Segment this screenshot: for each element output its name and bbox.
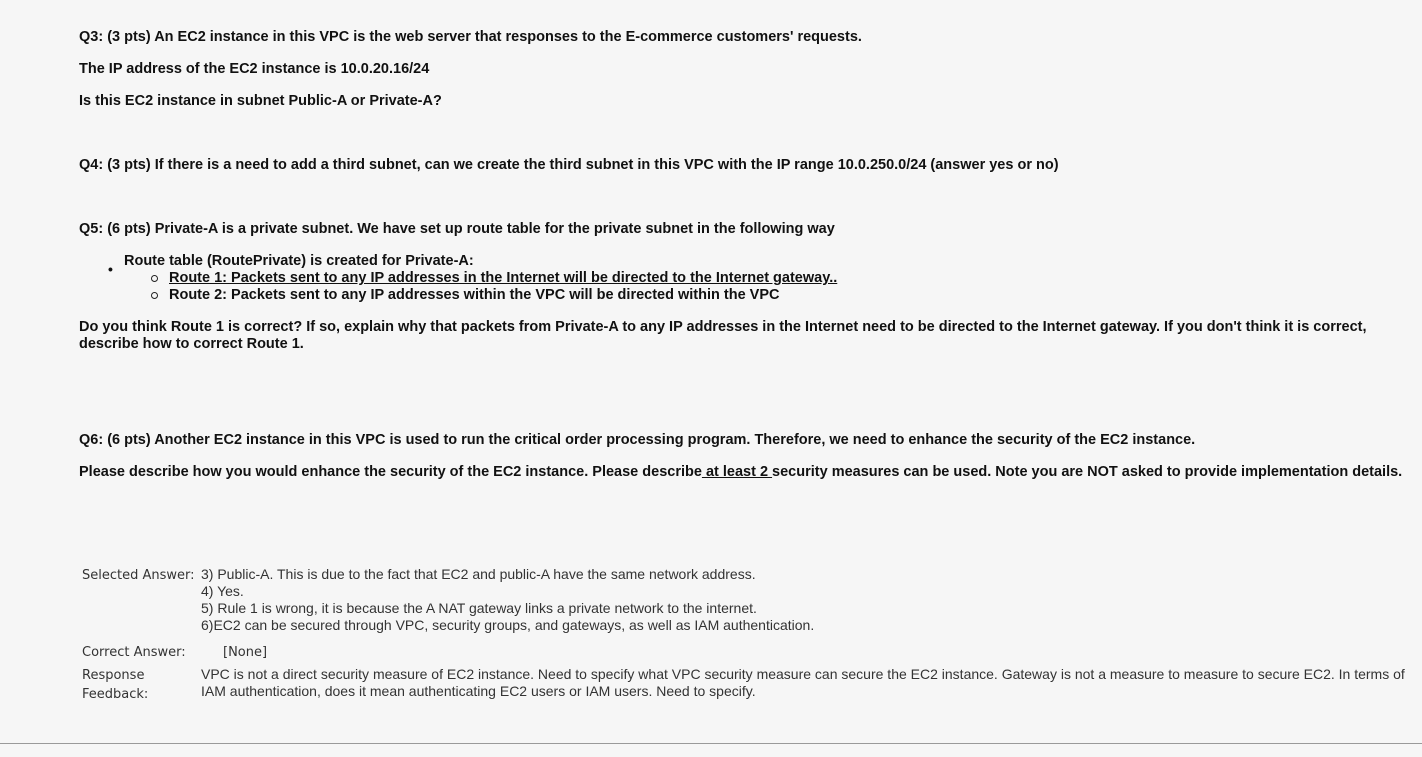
q6-title: Q6: (6 pts) Another EC2 instance in this VPC is used to run the critical order processing program. Therefore, we need to enhance the security of the EC2 instance. [79, 432, 1196, 448]
q6-prompt-text-end: security measures can be used. Note you are NOT asked to provide implementation details. [772, 464, 1403, 480]
q5-bullet-route-table: Route table (RoutePrivate) is created for Private-A: [124, 253, 474, 269]
correct-answer-label: Correct Answer: [82, 645, 186, 660]
q4-title: Q4: (3 pts) If there is a need to add a third subnet, can we create the third subnet in this VPC with the IP range 10.0.250.0/24 (answer yes or no) [79, 157, 1059, 173]
circle-bullet-icon [151, 292, 158, 299]
selected-answer-line: 4) Yes. [201, 583, 244, 599]
q3-title: Q3: (3 pts) An EC2 instance in this VPC is the web server that responses to the E-commerce customers' requests. [79, 29, 862, 45]
selected-answer-line: 3) Public-A. This is due to the fact that EC2 and public-A have the same network address. [201, 566, 756, 582]
q6-prompt [79, 464, 1402, 481]
selected-answer-line: 6)EC2 can be secured through VPC, security groups, and gateways, as well as IAM authentication. [201, 617, 815, 633]
bullet-dot: • [108, 261, 113, 277]
selected-answer-label: Selected Answer: [82, 568, 195, 583]
q6-prompt-text: Please describe how you would enhance the security of the EC2 instance. Please describe [79, 464, 702, 480]
selected-answer-line: 5) Rule 1 is wrong, it is because the A NAT gateway links a private network to the internet. [201, 600, 757, 616]
q5-route1: Route 1: Packets sent to any IP addresses in the Internet will be directed to the Internet gateway.. [169, 270, 838, 286]
circle-bullet-icon [151, 275, 158, 282]
q3-question: Is this EC2 instance in subnet Public-A or Private-A? [79, 93, 442, 109]
response-feedback-text: VPC is not a direct security measure of EC2 instance. Need to specify what VPC security measure can secure the EC2 instance. Gateway is not a measure to measure to secure EC2. In terms of IAM authentication, does it mean authenticating EC2 users or IAM users. Need to specify. [201, 666, 1405, 699]
q5-question: Do you think Route 1 is correct? If so, explain why that packets from Private-A to any IP addresses in the Internet need to be directed to the Internet gateway. If you don't think it is correct, describe how to correct Route 1. [79, 319, 1367, 352]
q5-title: Q5: (6 pts) Private-A is a private subnet. We have set up route table for the private subnet in the following way [79, 221, 835, 237]
response-feedback-label: Response Feedback: [82, 668, 149, 702]
q3-ip-line: The IP address of the EC2 instance is 10.0.20.16/24 [79, 61, 430, 77]
q5-route2: Route 2: Packets sent to any IP addresses within the VPC will be directed within the VPC [169, 287, 780, 303]
q6-prompt-emphasis: at least 2 [701, 464, 773, 480]
correct-answer-value: [None] [223, 645, 268, 660]
divider [0, 743, 1422, 744]
